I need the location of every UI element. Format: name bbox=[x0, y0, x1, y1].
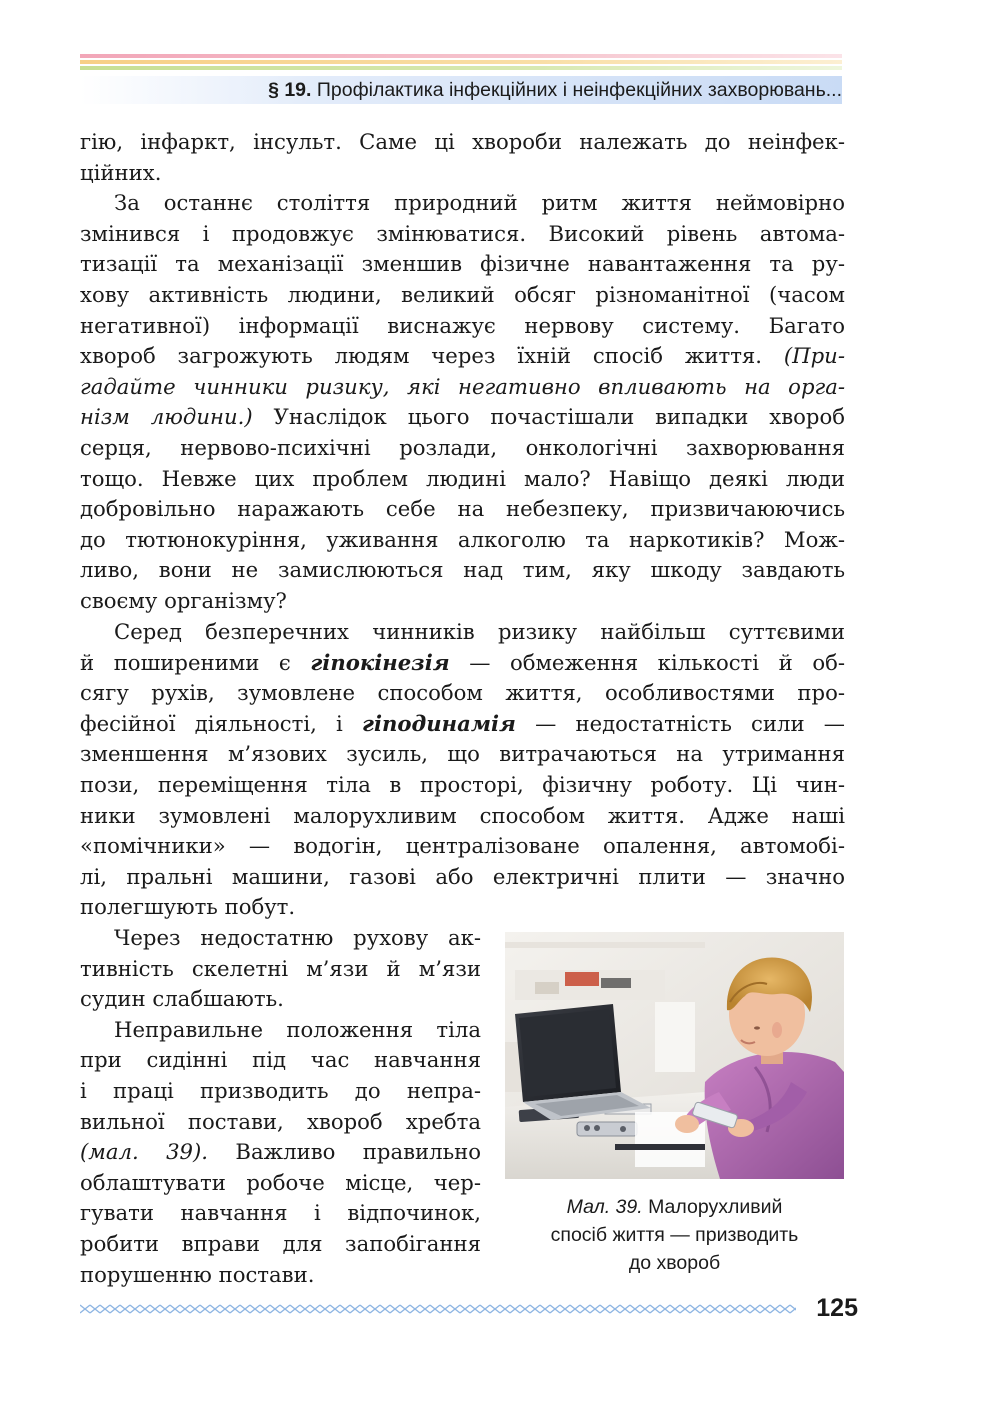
text-line: хову активність людини, великий обсяг різноманітної (часом bbox=[80, 281, 845, 307]
term-hypokinesia: гіпокінезія bbox=[310, 649, 450, 675]
text-line bbox=[80, 648, 845, 679]
text-line bbox=[80, 1137, 481, 1168]
text-line: судин слабшають. bbox=[80, 986, 284, 1012]
text-line: порушенню постави. bbox=[80, 1261, 315, 1287]
header-color-bands bbox=[80, 54, 842, 72]
caption-line bbox=[505, 1193, 844, 1221]
header-band-orange bbox=[80, 60, 842, 64]
text-line: тощо. Невже цих проблем людині мало? Навіщо деякі люди bbox=[80, 465, 845, 491]
header-band-pink bbox=[80, 54, 842, 58]
text-line: гувати навчання і відпочинок, bbox=[80, 1200, 481, 1226]
text-line: негативної) інформації виснажує нервову систему. Багато bbox=[80, 312, 845, 338]
figure-reference: (мал. 39). bbox=[80, 1139, 209, 1165]
footer-ornament bbox=[80, 1301, 796, 1317]
text-run: — недостатність сили — bbox=[535, 710, 845, 736]
text-line: гію, інфаркт, інсульт. Саме ці хвороби належать до неінфек- bbox=[80, 129, 845, 154]
paragraph-muscles bbox=[80, 923, 481, 1015]
italic-note: нізм людини.) bbox=[80, 404, 253, 430]
text-line: пози, переміщення тіла в просторі, фізичну роботу. Ці чин- bbox=[80, 771, 845, 797]
caption-label: Мал. 39. bbox=[566, 1196, 643, 1218]
text-line: і праці призводить до непра- bbox=[80, 1077, 481, 1103]
text-line: лі, пральні машини, газові або електричні плити — значно bbox=[80, 863, 845, 889]
paragraph-lifestyle bbox=[80, 188, 845, 616]
caption-line: спосіб життя — призводить bbox=[550, 1224, 799, 1246]
text-line: ційних. bbox=[80, 159, 162, 185]
text-line: полегшують побут. bbox=[80, 894, 296, 920]
section-title: Профілактика інфекційних і неінфекційних захворювань... bbox=[316, 79, 842, 101]
text-line: ники зумовлені малорухливим способом життя. Адже наші bbox=[80, 802, 845, 828]
text-line bbox=[80, 341, 845, 372]
paragraph-posture bbox=[80, 1015, 481, 1290]
text-line: добровільно наражають себе на небезпеку, призвичаюючись bbox=[80, 496, 845, 522]
text-run: Унаслідок цього почастішали випадки хвороб bbox=[273, 404, 845, 430]
caption-line: до хвороб bbox=[628, 1252, 721, 1274]
text-line: тивність скелетні м’язи й м’язи bbox=[80, 955, 481, 981]
text-line bbox=[80, 709, 845, 740]
text-line: облаштувати робоче місце, чер- bbox=[80, 1169, 481, 1195]
text-run: — обмеження кількості й об- bbox=[469, 649, 845, 675]
text-line: За останнє століття природний ритм життя неймовірно bbox=[114, 190, 845, 216]
paragraph-risk-factors bbox=[80, 617, 845, 923]
caption-text: Малорухливий bbox=[648, 1196, 783, 1218]
italic-note: (При- bbox=[783, 343, 845, 369]
page-number: 125 bbox=[816, 1294, 858, 1322]
text-run: й поширеними є bbox=[80, 649, 291, 675]
text-line: серця, нервово-психічні розлади, онкологічні захворювання bbox=[80, 434, 845, 460]
text-line bbox=[80, 402, 845, 433]
boy-at-desk-illustration bbox=[505, 932, 844, 1179]
text-line: «помічники» — водогін, централізоване опалення, автомобі- bbox=[80, 833, 845, 859]
header-band-green bbox=[80, 66, 842, 70]
running-header bbox=[268, 78, 842, 102]
italic-note-line: гадайте чинники ризику, які негативно впливають на орга- bbox=[80, 373, 845, 399]
term-hypodynamia: гіподинамія bbox=[362, 710, 516, 736]
figure-39-photo bbox=[505, 932, 844, 1179]
text-line: сягу рухів, зумовлене способом життя, особливостями про- bbox=[80, 680, 845, 706]
text-run: фесійної діяльності, і bbox=[80, 710, 343, 736]
section-number: § 19. bbox=[268, 79, 312, 101]
text-line: ливо, вони не замислюються над тим, яку шкоду завдають bbox=[80, 557, 845, 583]
text-line: тизації та механізації зменшив фізичне навантаження та ру- bbox=[80, 251, 845, 277]
text-line: Серед безперечних чинників ризику найбільш суттєвими bbox=[114, 619, 845, 644]
text-run: хвороб загрожують людям через їхній спосіб життя. bbox=[80, 343, 763, 369]
text-run: Важливо правильно bbox=[235, 1139, 481, 1165]
paragraph-continuation bbox=[80, 127, 845, 188]
text-line: Неправильне положення тіла bbox=[114, 1016, 481, 1042]
text-line: змінився і продовжує змінюватися. Високий рівень автома- bbox=[80, 220, 845, 246]
text-line: своєму організму? bbox=[80, 587, 287, 613]
text-line: Через недостатню рухову ак- bbox=[114, 925, 481, 950]
text-line: при сидінні під час навчання bbox=[80, 1047, 481, 1073]
text-line: зменшення м’язових зусиль, що витрачаються на утримання bbox=[80, 741, 845, 767]
text-line: робити вправи для запобігання bbox=[80, 1230, 481, 1256]
figure-caption bbox=[505, 1193, 844, 1277]
text-line: вильної постави, хвороб хребта bbox=[80, 1108, 481, 1134]
text-line: до тютюнокуріння, уживання алкоголю та наркотиків? Мож- bbox=[80, 526, 845, 552]
